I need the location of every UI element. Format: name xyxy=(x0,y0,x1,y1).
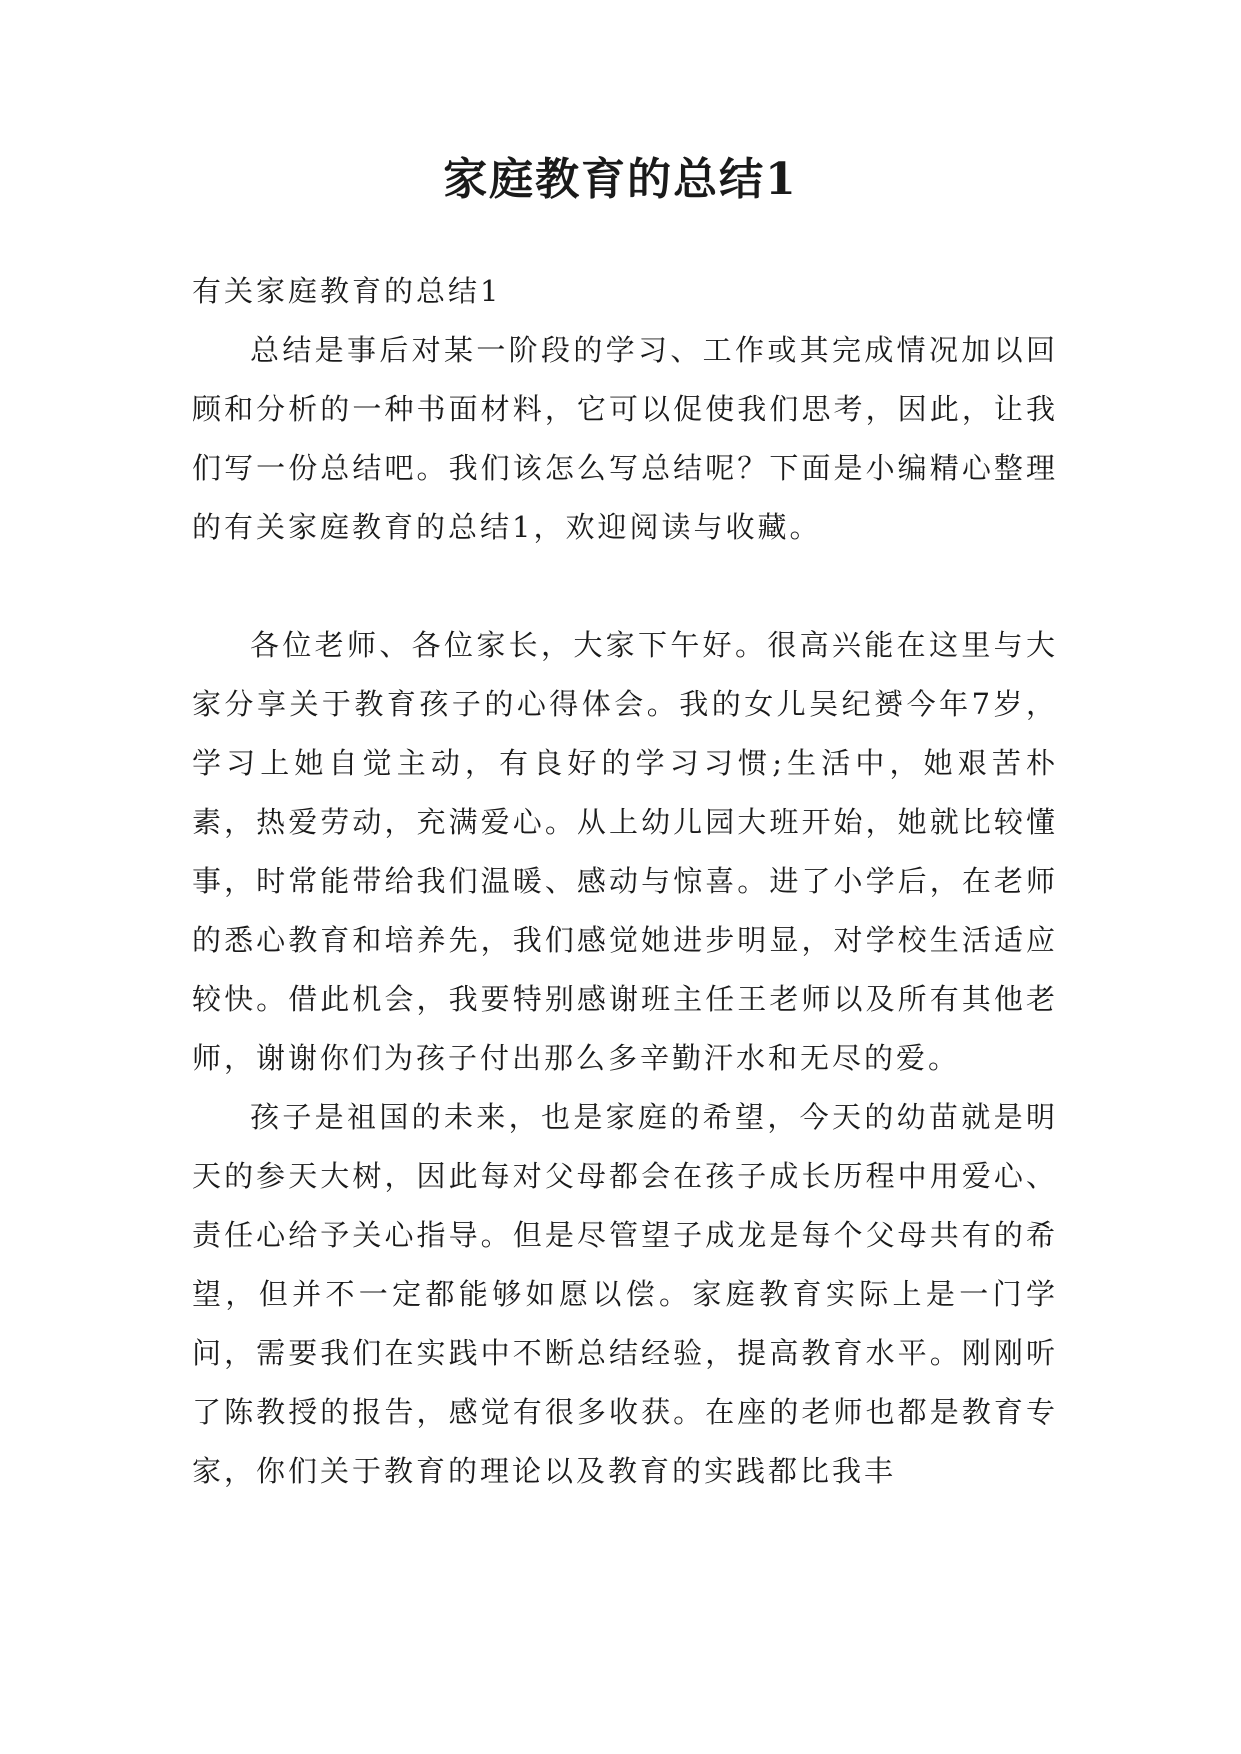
document-subtitle: 有关家庭教育的总结1 xyxy=(192,274,502,308)
body-paragraph-2: 孩子是祖国的未来，也是家庭的希望，今天的幼苗就是明天的参天大树，因此每对父母都会在孩子成长历程中用爱心、责任心给予关心指导。但是尽管望子成龙是每个父母共有的希望，但并不一定都能够如愿以偿。家庭教育实际上是一门学问，需要我们在实践中不断总结经验，提高教育水平。刚刚听了陈教授的报告，感觉有很多收获。在座的老师也都是教育专家，你们关于教育的理论以及教育的实践都比我丰 xyxy=(192,1100,1058,1488)
paragraph-gap xyxy=(192,557,1058,616)
body-paragraph-1: 各位老师、各位家长，大家下午好。很高兴能在这里与大家分享关于教育孩子的心得体会。我的女儿吴纪赟今年7岁，学习上她自觉主动，有良好的学习习惯;生活中，她艰苦朴素，热爱劳动，充满爱心。从上幼儿园大班开始，她就比较懂事，时常能带给我们温暖、感动与惊喜。进了小学后，在老师的悉心教育和培养先，我们感觉她进步明显，对学校生活适应较快。借此机会，我要特别感谢班主任王老师以及所有其他老师，谢谢你们为孩子付出那么多辛勤汗水和无尽的爱。 xyxy=(192,628,1058,1075)
document-body xyxy=(192,262,1058,1501)
intro-paragraph: 总结是事后对某一阶段的学习、工作或其完成情况加以回顾和分析的一种书面材料，它可以促使我们思考，因此，让我们写一份总结吧。我们该怎么写总结呢？下面是小编精心整理的有关家庭教育的总结1，欢迎阅读与收藏。 xyxy=(192,333,1058,544)
document-title: 家庭教育的总结1 xyxy=(443,154,798,205)
